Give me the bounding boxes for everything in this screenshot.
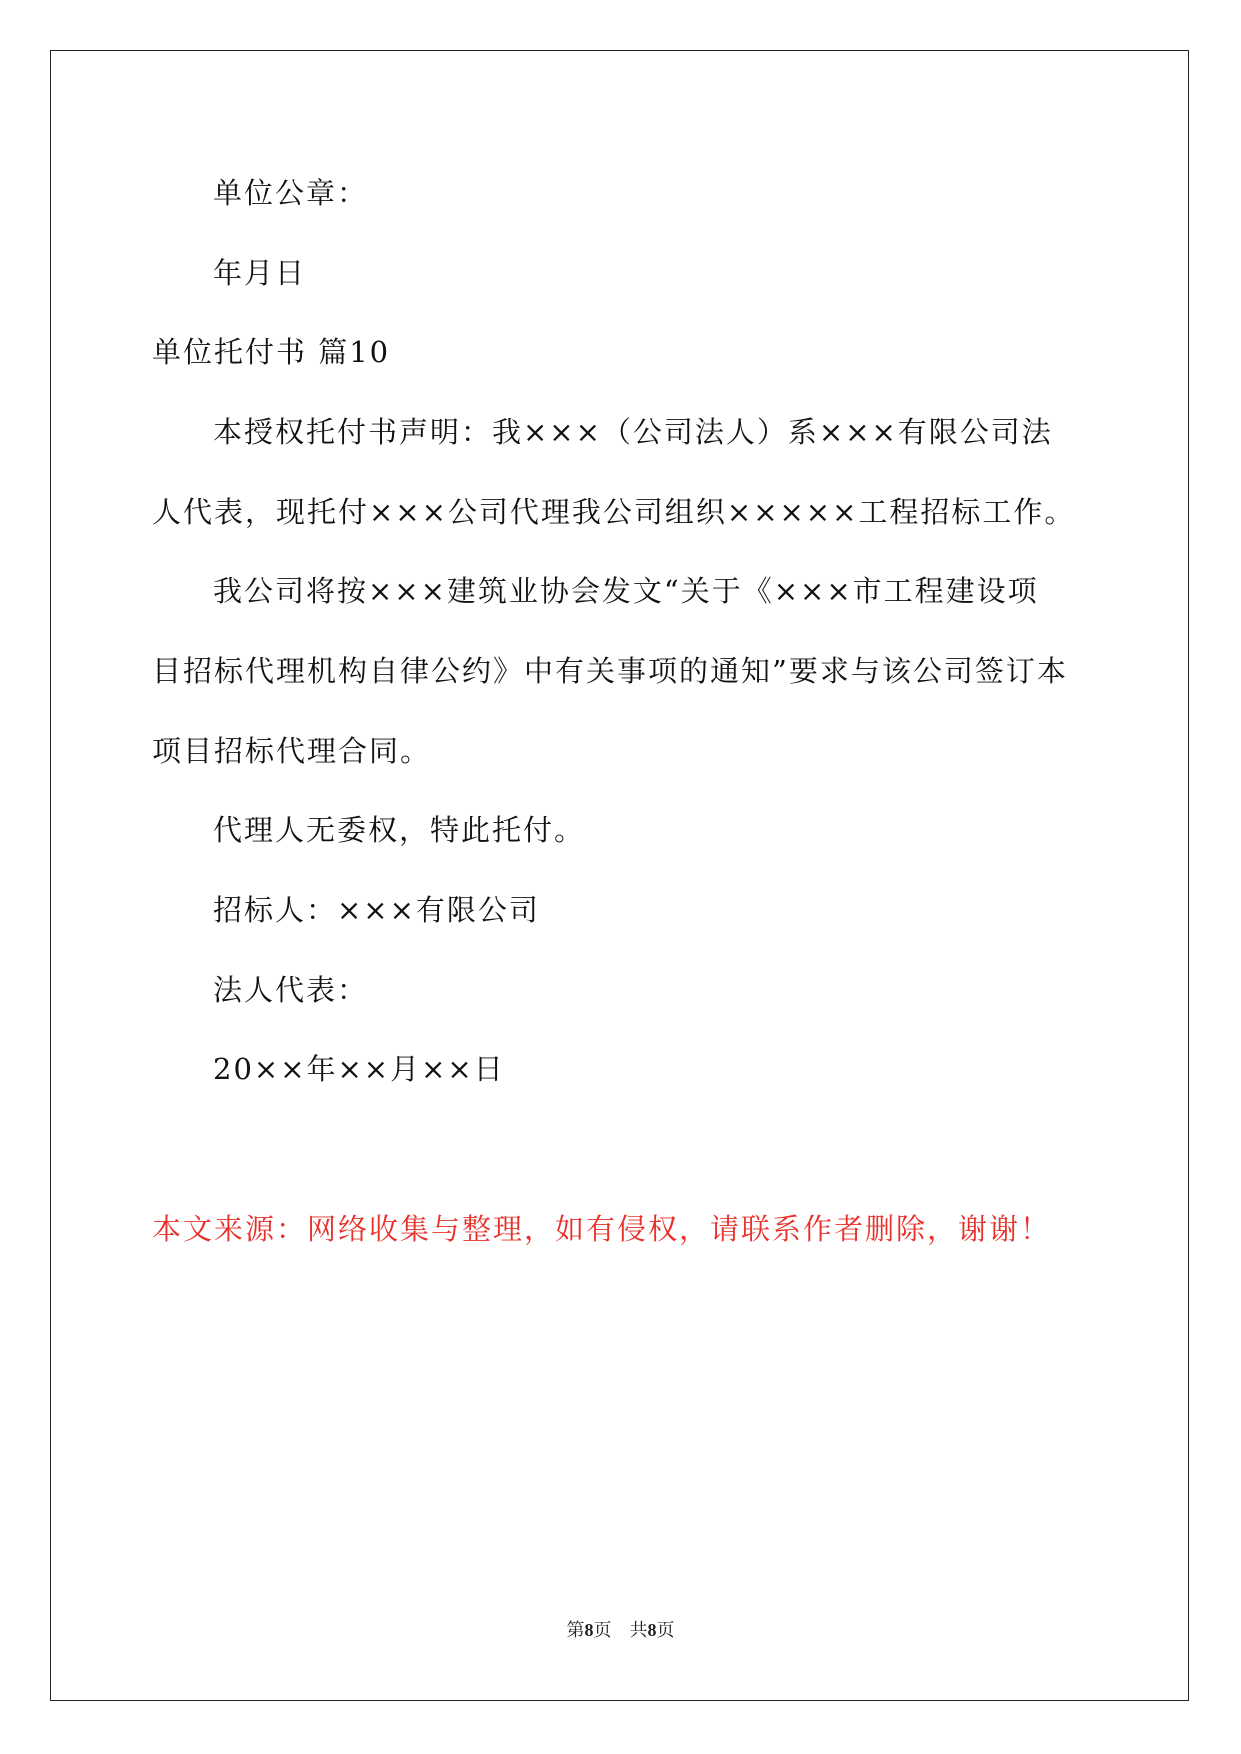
section-heading: 单位托付书 篇10 — [152, 335, 391, 369]
page-current: 8 — [584, 1620, 594, 1640]
seal-label: 单位公章： — [213, 176, 369, 210]
legal-representative-line: 法人代表： — [213, 973, 369, 1007]
page-total: 8 — [647, 1620, 657, 1640]
tenderer-line: 招标人：×××有限公司 — [213, 893, 540, 927]
total-prefix: 共 — [629, 1620, 648, 1641]
page-border — [50, 50, 1189, 1701]
paragraph-1-line-2: 人代表，现托付×××公司代理我公司组织×××××工程招标工作。 — [152, 495, 1076, 529]
paragraph-1-line-1: 本授权托付书声明：我×××（公司法人）系×××有限公司法 — [213, 415, 1053, 449]
source-note: 本文来源：网络收集与整理，如有侵权，请联系作者删除，谢谢！ — [152, 1212, 1052, 1246]
page-prefix: 第 — [566, 1620, 585, 1641]
page-footer — [0, 1619, 1241, 1642]
paragraph-2-line-3: 项目招标代理合同。 — [152, 734, 432, 768]
page-suffix: 页 — [593, 1620, 612, 1641]
paragraph-2-line-2: 目招标代理机构自律公约》中有关事项的通知”要求与该公司签订本 — [152, 654, 1068, 688]
paragraph-2-line-1: 我公司将按×××建筑业协会发文“关于《×××市工程建设项 — [213, 574, 1039, 608]
signature-date: 20××年××月××日 — [213, 1052, 505, 1086]
date-placeholder: 年月日 — [213, 256, 307, 290]
total-suffix: 页 — [656, 1620, 675, 1641]
paragraph-3: 代理人无委权，特此托付。 — [213, 813, 586, 847]
